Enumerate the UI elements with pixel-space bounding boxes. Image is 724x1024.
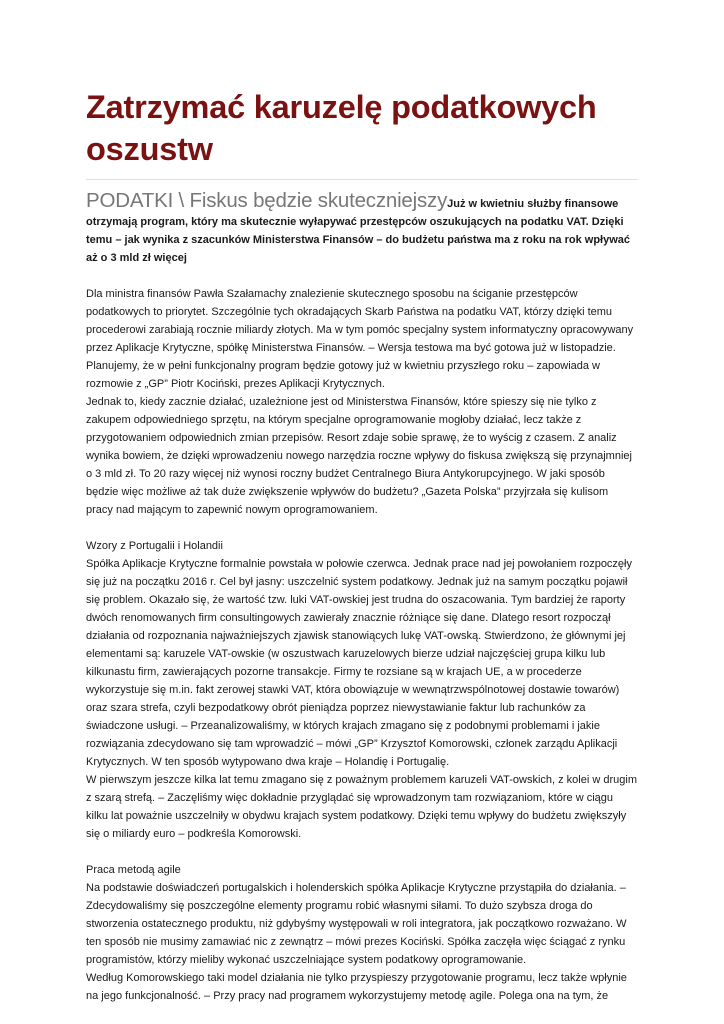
article-lead: [86, 189, 638, 267]
spacer: [86, 519, 638, 537]
section-kicker: PODATKI \ Fiskus będzie skuteczniejszy: [86, 189, 448, 212]
spacer: [86, 267, 638, 285]
spacer: [86, 843, 638, 861]
lead-text: Już w kwietniu służby finansowe otrzymają program, który ma skutecznie wyłapywać przestępców oszukujących na podatku VAT. Dzięki temu – jak wynika z szacunków Ministerstwa Finansów – do budżetu państwa ma z roku na rok wpływać aż o 3 mld zł więcej: [86, 198, 631, 264]
intro-paragraph: Jednak to, kiedy zacznie działać, uzależnione jest od Ministerstwa Finansów, które spieszy się nie tylko z zakupem odpowiedniego sprzętu, na którym specjalne oprogramowanie mogłoby działać, lecz także z przygotowaniem odpowiednich zmian przepisów. Resort zdaje sobie sprawę, że to wyścig z czasem. Z analiz wynika bowiem, że dzięki wprowadzeniu nowego narzędzia roczne wpływy do fiskusa zwiększą się przynajmniej o 3 mld zł. To 20 razy więcej niż wynosi roczny budżet Centralnego Biura Antykorupcyjnego. W jaki sposób będzie więc możliwe aż tak duże zwiększenie wpływów do budżetu? „Gazeta Polska” przyjrzała się kulisom pracy nad mającym to zapewnić nowym oprogramowaniem.: [86, 396, 632, 516]
section-portugal-holland: [86, 537, 638, 843]
document-page: [86, 86, 638, 1005]
section-agile: [86, 861, 638, 1005]
intro-section: [86, 285, 638, 519]
title-divider: [86, 179, 638, 180]
section-paragraph: Spółka Aplikacje Krytyczne formalnie powstała w połowie czerwca. Jednak prace nad jej powołaniem rozpoczęły się już na początku 2016 r. Cel był jasny: uszczelnić system podatkowy. Jednak już na samym początku pojawił się problem. Okazało się, że wartość tzw. luki VAT-owskiej jest trudna do oszacowania. Tym bardziej że raporty dwóch renomowanych firm consultingowych zawierały znacznie różniące się dane. Dlatego resort rozpoczął działania od rozpoznania najważniejszych zjawisk stanowiących lukę VAT-owską. Stwierdzono, że głównymi jej elementami są: karuzele VAT-owskie (w oszustwach karuzelowych bierze udział najczęściej grupa kilku lub kilkunastu firm, zawierających pozorne transakcje. Firmy te rozsiane są w krajach UE, a w procederze wykorzystuje się m.in. fakt zerowej stawki VAT, która obowiązuje w wewnątrzwspólnotowej dostawie towarów) oraz szara strefa, czyli bezpodatkowy obrót pieniądza poprzez niewystawianie faktur lub rachunków za świadczone usługi. – Przeanalizowaliśmy, w których krajach zmagano się z podobnymi problemami i jakie rozwiązania zdecydowano się tam wprowadzić – mówi „GP” Krzysztof Komorowski, członek zarządu Aplikacji Krytycznych. W ten sposób wytypowano dwa kraje – Holandię i Portugalię.: [86, 558, 632, 768]
section-paragraph: Na podstawie doświadczeń portugalskich i holenderskich spółka Aplikacje Krytyczne przystąpiła do działania. – Zdecydowaliśmy się poszczególne elementy programu robić własnymi siłami. To dużo szybsza droga do stworzenia ostatecznego produktu, niż gdybyśmy występowali w roli integratora, jak początkowo rozważano. W ten sposób nie musimy zamawiać nic z zewnątrz – mówi prezes Kociński. Spółka zaczęła więc ściągać z rynku programistów, którzy mieliby wykonać uszczelniające system podatkowy oprogramowanie.: [86, 882, 627, 966]
section-heading: Wzory z Portugalii i Holandii: [86, 540, 223, 552]
section-paragraph: Według Komorowskiego taki model działania nie tylko przyspieszy przygotowanie programu, lecz także wpłynie na jego funkcjonalność. – Przy pracy nad programem wykorzystujemy metodę agile. Polega ona na tym, że: [86, 972, 627, 1002]
section-paragraph: W pierwszym jeszcze kilka lat temu zmagano się z poważnym problemem karuzeli VAT-owskich, z kolei w drugim z szarą strefą. – Zaczęliśmy więc dokładnie przyglądać się wprowadzonym tam rozwiązaniom, które w ciągu kilku lat poważnie uszczelniły w obydwu krajach system podatkowy. Dzięki temu wpływy do budżetu zwiększyły się o miliardy euro – podkreśla Komorowski.: [86, 774, 637, 840]
article-title: Zatrzymać karuzelę podatkowych oszustw: [86, 89, 597, 167]
section-heading: Praca metodą agile: [86, 864, 181, 876]
intro-paragraph: Dla ministra finansów Pawła Szałamachy znalezienie skutecznego sposobu na ściganie przestępców podatkowych to priorytet. Szczególnie tych okradających Skarb Państwa na podatku VAT, którzy dzięki temu procederowi zarabiają rocznie miliardy złotych. Ma w tym pomóc specjalny system informatyczny opracowywany przez Aplikacje Krytyczne, spółkę Ministerstwa Finansów. – Wersja testowa ma być gotowa już w listopadzie. Planujemy, że w pełni funkcjonalny program będzie gotowy już w kwietniu przyszłego roku – zapowiada w rozmowie z „GP” Piotr Kociński, prezes Aplikacji Krytycznych.: [86, 288, 634, 390]
